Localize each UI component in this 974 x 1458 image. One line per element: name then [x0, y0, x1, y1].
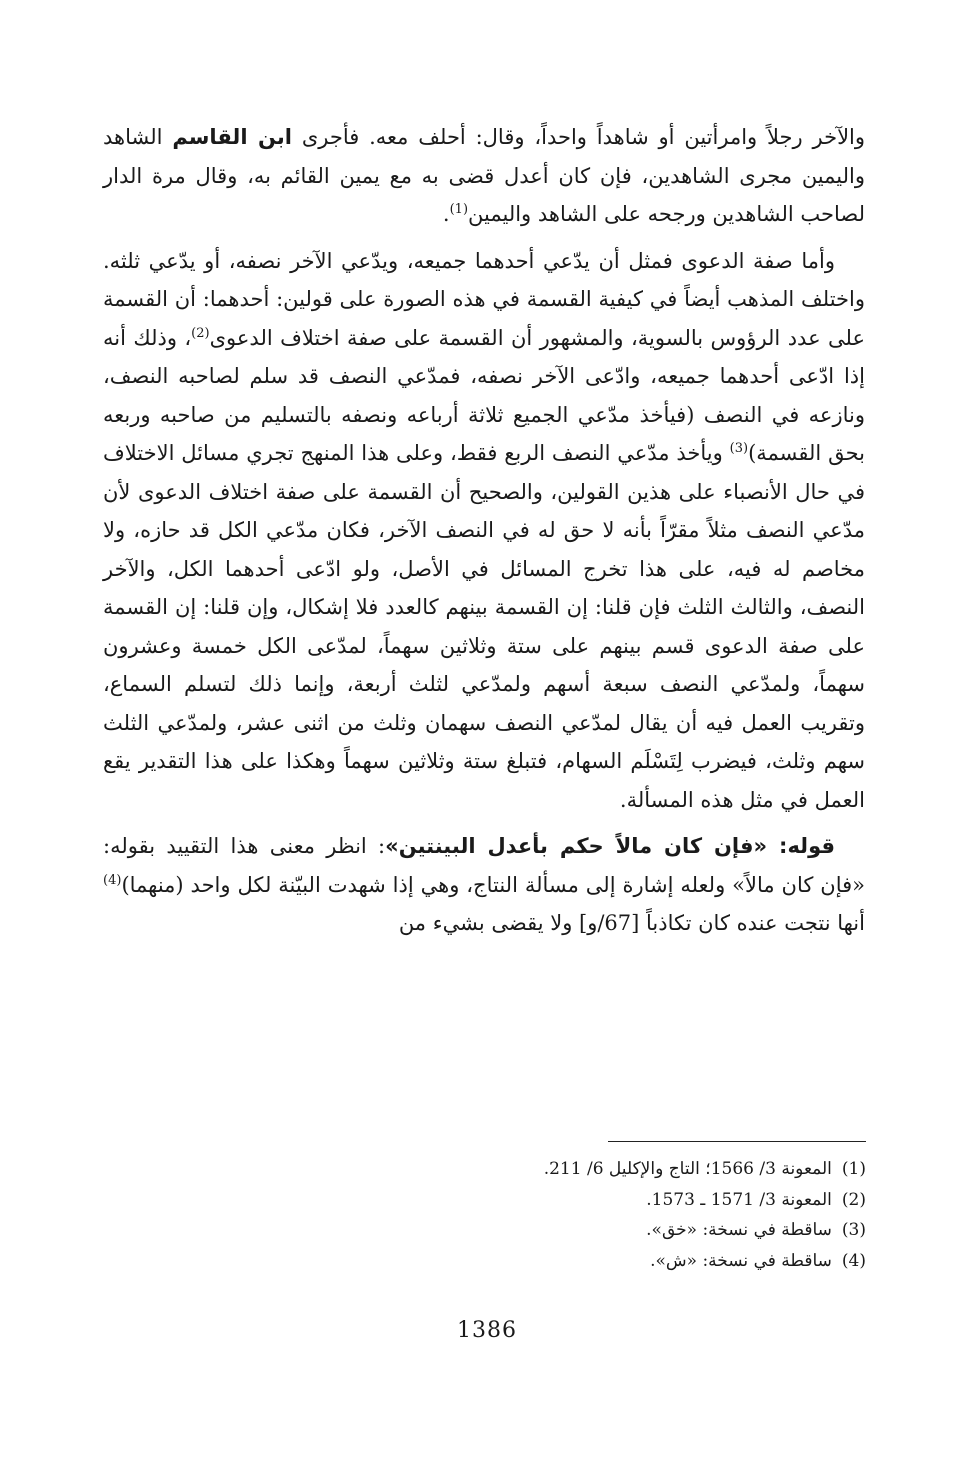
paragraph-text: ، وذلك أنه إذا ادّعى أحدهما جميعه، وادّعى الآخر نصفه، فمدّعي النصف قد سلم لصاحبه النصف، ونازعه في النصف (فيأخذ مدّعي الجميع ثلاثة أرباعه ونصفه بالتسليم من صاحبه وربعه بحق القسمة): [103, 325, 865, 465]
paragraph-text: .: [442, 202, 450, 226]
footnote-text: المعونة 3/ 1571 ـ 1573.: [646, 1189, 832, 1210]
bold-label: قوله:: [767, 834, 835, 858]
footnote-number: (3): [841, 1220, 866, 1240]
footnote-number: (1): [841, 1159, 866, 1179]
footnote-text: ساقطة في نسخة: «خق».: [646, 1220, 832, 1240]
paragraph-2: [103, 242, 865, 820]
paragraph-text: أنها نتجت عنده كان تكاذباً [67/و] ولا يقضى بشيء من: [398, 911, 865, 935]
paragraph-text: ويأخذ مدّعي النصف الربع فقط، وعلى هذا المنهج تجري مسائل الاختلاف في حال الأنصباء على هذين القولين، والصحيح أن القسمة على صفة اختلاف الدعوى لأن مدّعي النصف مثلاً مقرّاً بأنه لا حق له في النصف الآخر، فكان مدّعي الكل قد حازه، ولا مخاصم له فيه، على هذا تخرج المسائل في الأصل، ولو ادّعى أحدهما الكل، والآخر النصف، والثالث الثلث فإن قلنا: إن القسمة بينهم كالعدد فلا إشكال، وإن قلنا: إن القسمة على صفة الدعوى قسم بينهم على ستة وثلاثين سهماً، لمدّعى الكل خمسة وعشرون سهماً، ولمدّعي النصف سبعة أسهم ولمدّعي لثلث أربعة، وإنما ذلك لتسلم السماع، وتقريب العمل فيه أن يقال لمدّعي النصف سهمان وثلث من اثنى عشر، ولمدّعي الثلث سهم وثلث، فيضرب لِتَسْلَم السهام، فتبلغ ستة وثلاثين سهماً وهكذا على هذا التقدير يقع العمل في مثل هذه المسألة.: [103, 441, 865, 812]
footnotes: [166, 1154, 866, 1276]
footnote-2: [166, 1185, 866, 1216]
paragraph-text: وأما صفة الدعوى فمثل أن يدّعي أحدهما جميعه، ويدّعي الآخر نصفه، أو يدّعي ثلثه. واختلف المذهب أيضاً في كيفية القسمة في هذه الصورة على قولين: أحدهما: أن القسمة على عدد الرؤوس بالسوية، والمشهور أن القسمة على صفة اختلاف الدعوى: [103, 248, 866, 350]
paragraph-text: الشاهد واليمين مجرى الشاهدين، فإن كان أعدل قضى به مع يمين القائم به، وقال مرة الدار لصاحب الشاهدين ورجحه على الشاهد واليمين: [103, 125, 865, 226]
footnote-divider: [608, 1141, 866, 1142]
footnote-ref[interactable]: (3): [729, 441, 749, 456]
footnote-number: (4): [841, 1250, 866, 1271]
footnote-4: [166, 1246, 866, 1277]
paragraph-text: : انظر معنى هذا التقييد بقوله: «فإن كان مالاً» ولعله إشارة إلى مسألة النتاج، وهي إذا شهدت البيّنة لكل واحد (منهما): [103, 834, 865, 897]
footnote-number: (2): [841, 1189, 866, 1210]
main-text: [103, 118, 865, 943]
footnote-text: المعونة 3/ 1566؛ التاج والإكليل 6/ 211.: [543, 1159, 832, 1179]
footnote-text: ساقطة في نسخة: «ش».: [650, 1250, 832, 1271]
footnote-ref[interactable]: (4): [103, 872, 122, 888]
footnote-ref[interactable]: (2): [191, 325, 210, 341]
footnote-3: [166, 1215, 866, 1246]
page-number: 1386: [457, 1318, 517, 1343]
bold-name: ابن القاسم: [172, 125, 292, 149]
paragraph-1: [103, 118, 865, 234]
footnote-1: [166, 1154, 866, 1185]
paragraph-3: [103, 827, 865, 943]
footnote-ref[interactable]: (1): [449, 202, 469, 217]
paragraph-text: والآخر رجلاً وامرأتين أو شاهداً واحداً، وقال: أحلف معه. فأجرى: [291, 125, 866, 149]
bold-quote: «فإن كان مالاً حكم بأعدل البينتين»: [385, 834, 768, 858]
